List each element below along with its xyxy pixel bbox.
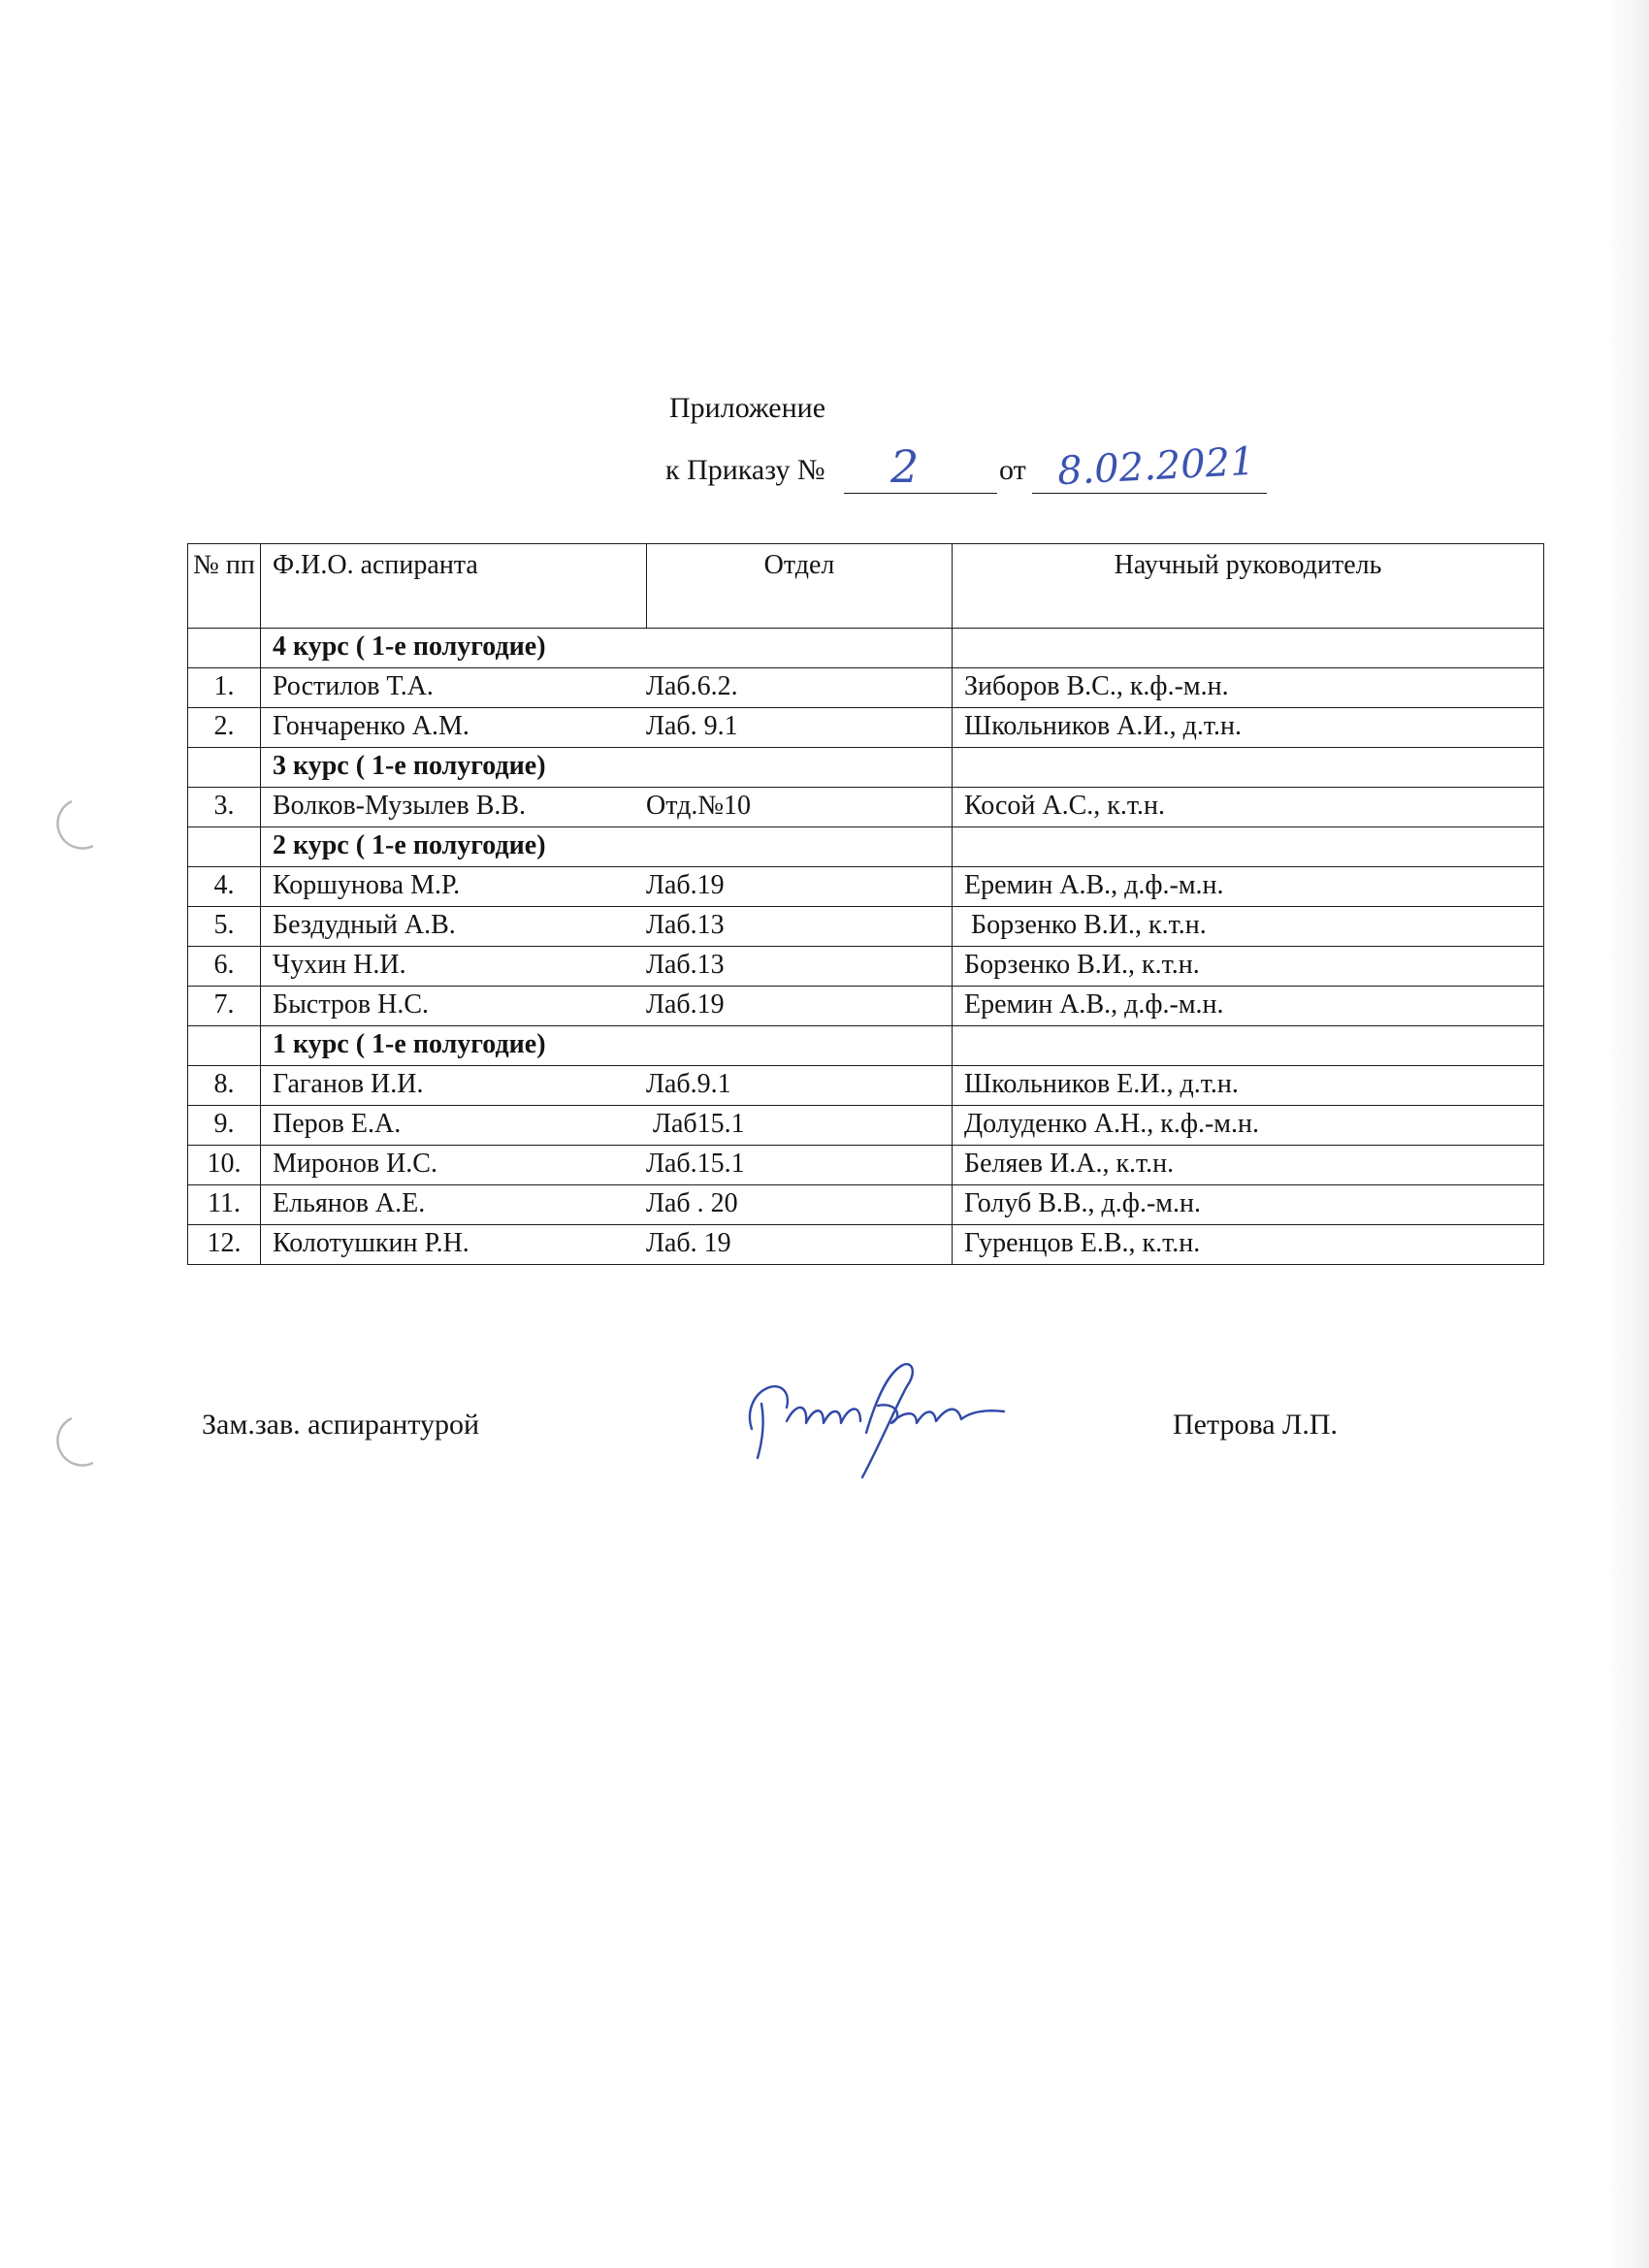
order-number-field (844, 458, 997, 494)
name-department-cell (261, 1066, 953, 1106)
name-department-cell (261, 1225, 953, 1265)
supervisor: Еремин А.В., д.ф.-м.н. (953, 987, 1544, 1026)
department: Лаб.13 (646, 950, 725, 980)
table-row (188, 1106, 1544, 1146)
section-title: 1 курс ( 1-е полугодие) (261, 1026, 953, 1066)
student-name: Чухин Н.И. (273, 950, 406, 980)
appendix-title: Приложение (669, 392, 826, 424)
student-name: Волков-Музылев В.В. (273, 791, 527, 821)
department: Лаб. 19 (646, 1228, 731, 1258)
department: Лаб.9.1 (646, 1069, 731, 1099)
name-department-cell (261, 1106, 953, 1146)
supervisor: Голуб В.В., д.ф.-м.н. (953, 1185, 1544, 1225)
row-number: 8. (188, 1066, 261, 1106)
section-supervisor-cell (953, 629, 1544, 668)
row-number: 7. (188, 987, 261, 1026)
order-prefix: к Приказу № (665, 454, 825, 486)
handwritten-signature (732, 1344, 1023, 1479)
section-supervisor-cell (953, 827, 1544, 867)
name-department-cell (261, 788, 953, 827)
row-number: 3. (188, 788, 261, 827)
table-row (188, 907, 1544, 947)
supervisor: Зиборов В.С., к.ф.-м.н. (953, 668, 1544, 708)
supervisor: Долуденко А.Н., к.ф.-м.н. (953, 1106, 1544, 1146)
student-name: Гончаренко А.М. (273, 711, 469, 741)
row-number: 5. (188, 907, 261, 947)
department: Лаб.6.2. (646, 671, 738, 701)
name-department-cell (261, 947, 953, 987)
row-number: 11. (188, 1185, 261, 1225)
supervisor: Гуренцов Е.В., к.т.н. (953, 1225, 1544, 1265)
signatory-position: Зам.зав. аспирантурой (202, 1409, 480, 1441)
column-header-number: № пп (188, 544, 261, 629)
column-header-supervisor: Научный руководитель (953, 544, 1544, 629)
department: Отд.№10 (646, 791, 752, 821)
department: Лаб.19 (646, 870, 725, 900)
student-name: Быстров Н.С. (273, 989, 430, 1020)
table-body (188, 629, 1544, 1265)
table-row (188, 947, 1544, 987)
scan-edge (1604, 0, 1649, 2268)
supervisor: Еремин А.В., д.ф.-м.н. (953, 867, 1544, 907)
student-name: Миронов И.С. (273, 1149, 437, 1179)
row-number: 6. (188, 947, 261, 987)
punch-hole-mark (50, 1412, 109, 1471)
student-name: Ростилов Т.А. (273, 671, 434, 701)
student-name: Перов Е.А. (273, 1109, 402, 1139)
supervisor: Беляев И.А., к.т.н. (953, 1146, 1544, 1185)
department: Лаб.19 (646, 989, 725, 1020)
column-header-name: Ф.И.О. аспиранта (261, 544, 647, 629)
punch-hole-mark (50, 795, 109, 854)
student-name: Бездудный А.В. (273, 910, 456, 940)
name-department-cell (261, 1146, 953, 1185)
student-name: Коршунова М.Р. (273, 870, 461, 900)
student-name: Ельянов А.Е. (273, 1188, 426, 1218)
section-number-cell (188, 1026, 261, 1066)
supervisor: Борзенко В.И., к.т.н. (953, 947, 1544, 987)
section-title: 4 курс ( 1-е полугодие) (261, 629, 953, 668)
department: Лаб . 20 (646, 1188, 738, 1218)
table-row (188, 1225, 1544, 1265)
student-name: Колотушкин Р.Н. (273, 1228, 469, 1258)
name-department-cell (261, 668, 953, 708)
section-row (188, 1026, 1544, 1066)
name-department-cell (261, 1185, 953, 1225)
section-row (188, 827, 1544, 867)
table-row (188, 1185, 1544, 1225)
row-number: 10. (188, 1146, 261, 1185)
section-supervisor-cell (953, 1026, 1544, 1066)
row-number: 1. (188, 668, 261, 708)
table-row (188, 788, 1544, 827)
column-header-department: Отдел (647, 544, 953, 629)
section-row (188, 748, 1544, 788)
date-prefix: от (999, 454, 1026, 486)
order-number-handwritten: 2 (890, 440, 920, 493)
section-supervisor-cell (953, 748, 1544, 788)
department: Лаб. 9.1 (646, 711, 738, 741)
table-row (188, 708, 1544, 748)
supervisor: Косой А.С., к.т.н. (953, 788, 1544, 827)
table-row (188, 668, 1544, 708)
students-table (187, 543, 1544, 1265)
section-number-cell (188, 748, 261, 788)
department: Лаб.13 (646, 910, 725, 940)
row-number: 2. (188, 708, 261, 748)
name-department-cell (261, 867, 953, 907)
table-row (188, 867, 1544, 907)
section-title: 2 курс ( 1-е полугодие) (261, 827, 953, 867)
name-department-cell (261, 987, 953, 1026)
row-number: 9. (188, 1106, 261, 1146)
section-number-cell (188, 827, 261, 867)
name-department-cell (261, 708, 953, 748)
row-number: 12. (188, 1225, 261, 1265)
section-number-cell (188, 629, 261, 668)
student-name: Гаганов И.И. (273, 1069, 424, 1099)
department: Лаб.15.1 (646, 1149, 745, 1179)
row-number: 4. (188, 867, 261, 907)
name-department-cell (261, 907, 953, 947)
order-date-handwritten: 8.02.2021 (1055, 438, 1256, 495)
table-row (188, 987, 1544, 1026)
signer-name: Петрова Л.П. (1173, 1409, 1339, 1441)
table-header-row (188, 544, 1544, 629)
department: Лаб15.1 (646, 1109, 745, 1139)
supervisor: Школьников А.И., д.т.н. (953, 708, 1544, 748)
table-row (188, 1146, 1544, 1185)
section-title: 3 курс ( 1-е полугодие) (261, 748, 953, 788)
section-row (188, 629, 1544, 668)
supervisor: Школьников Е.И., д.т.н. (953, 1066, 1544, 1106)
table-row (188, 1066, 1544, 1106)
supervisor: Борзенко В.И., к.т.н. (953, 907, 1544, 947)
